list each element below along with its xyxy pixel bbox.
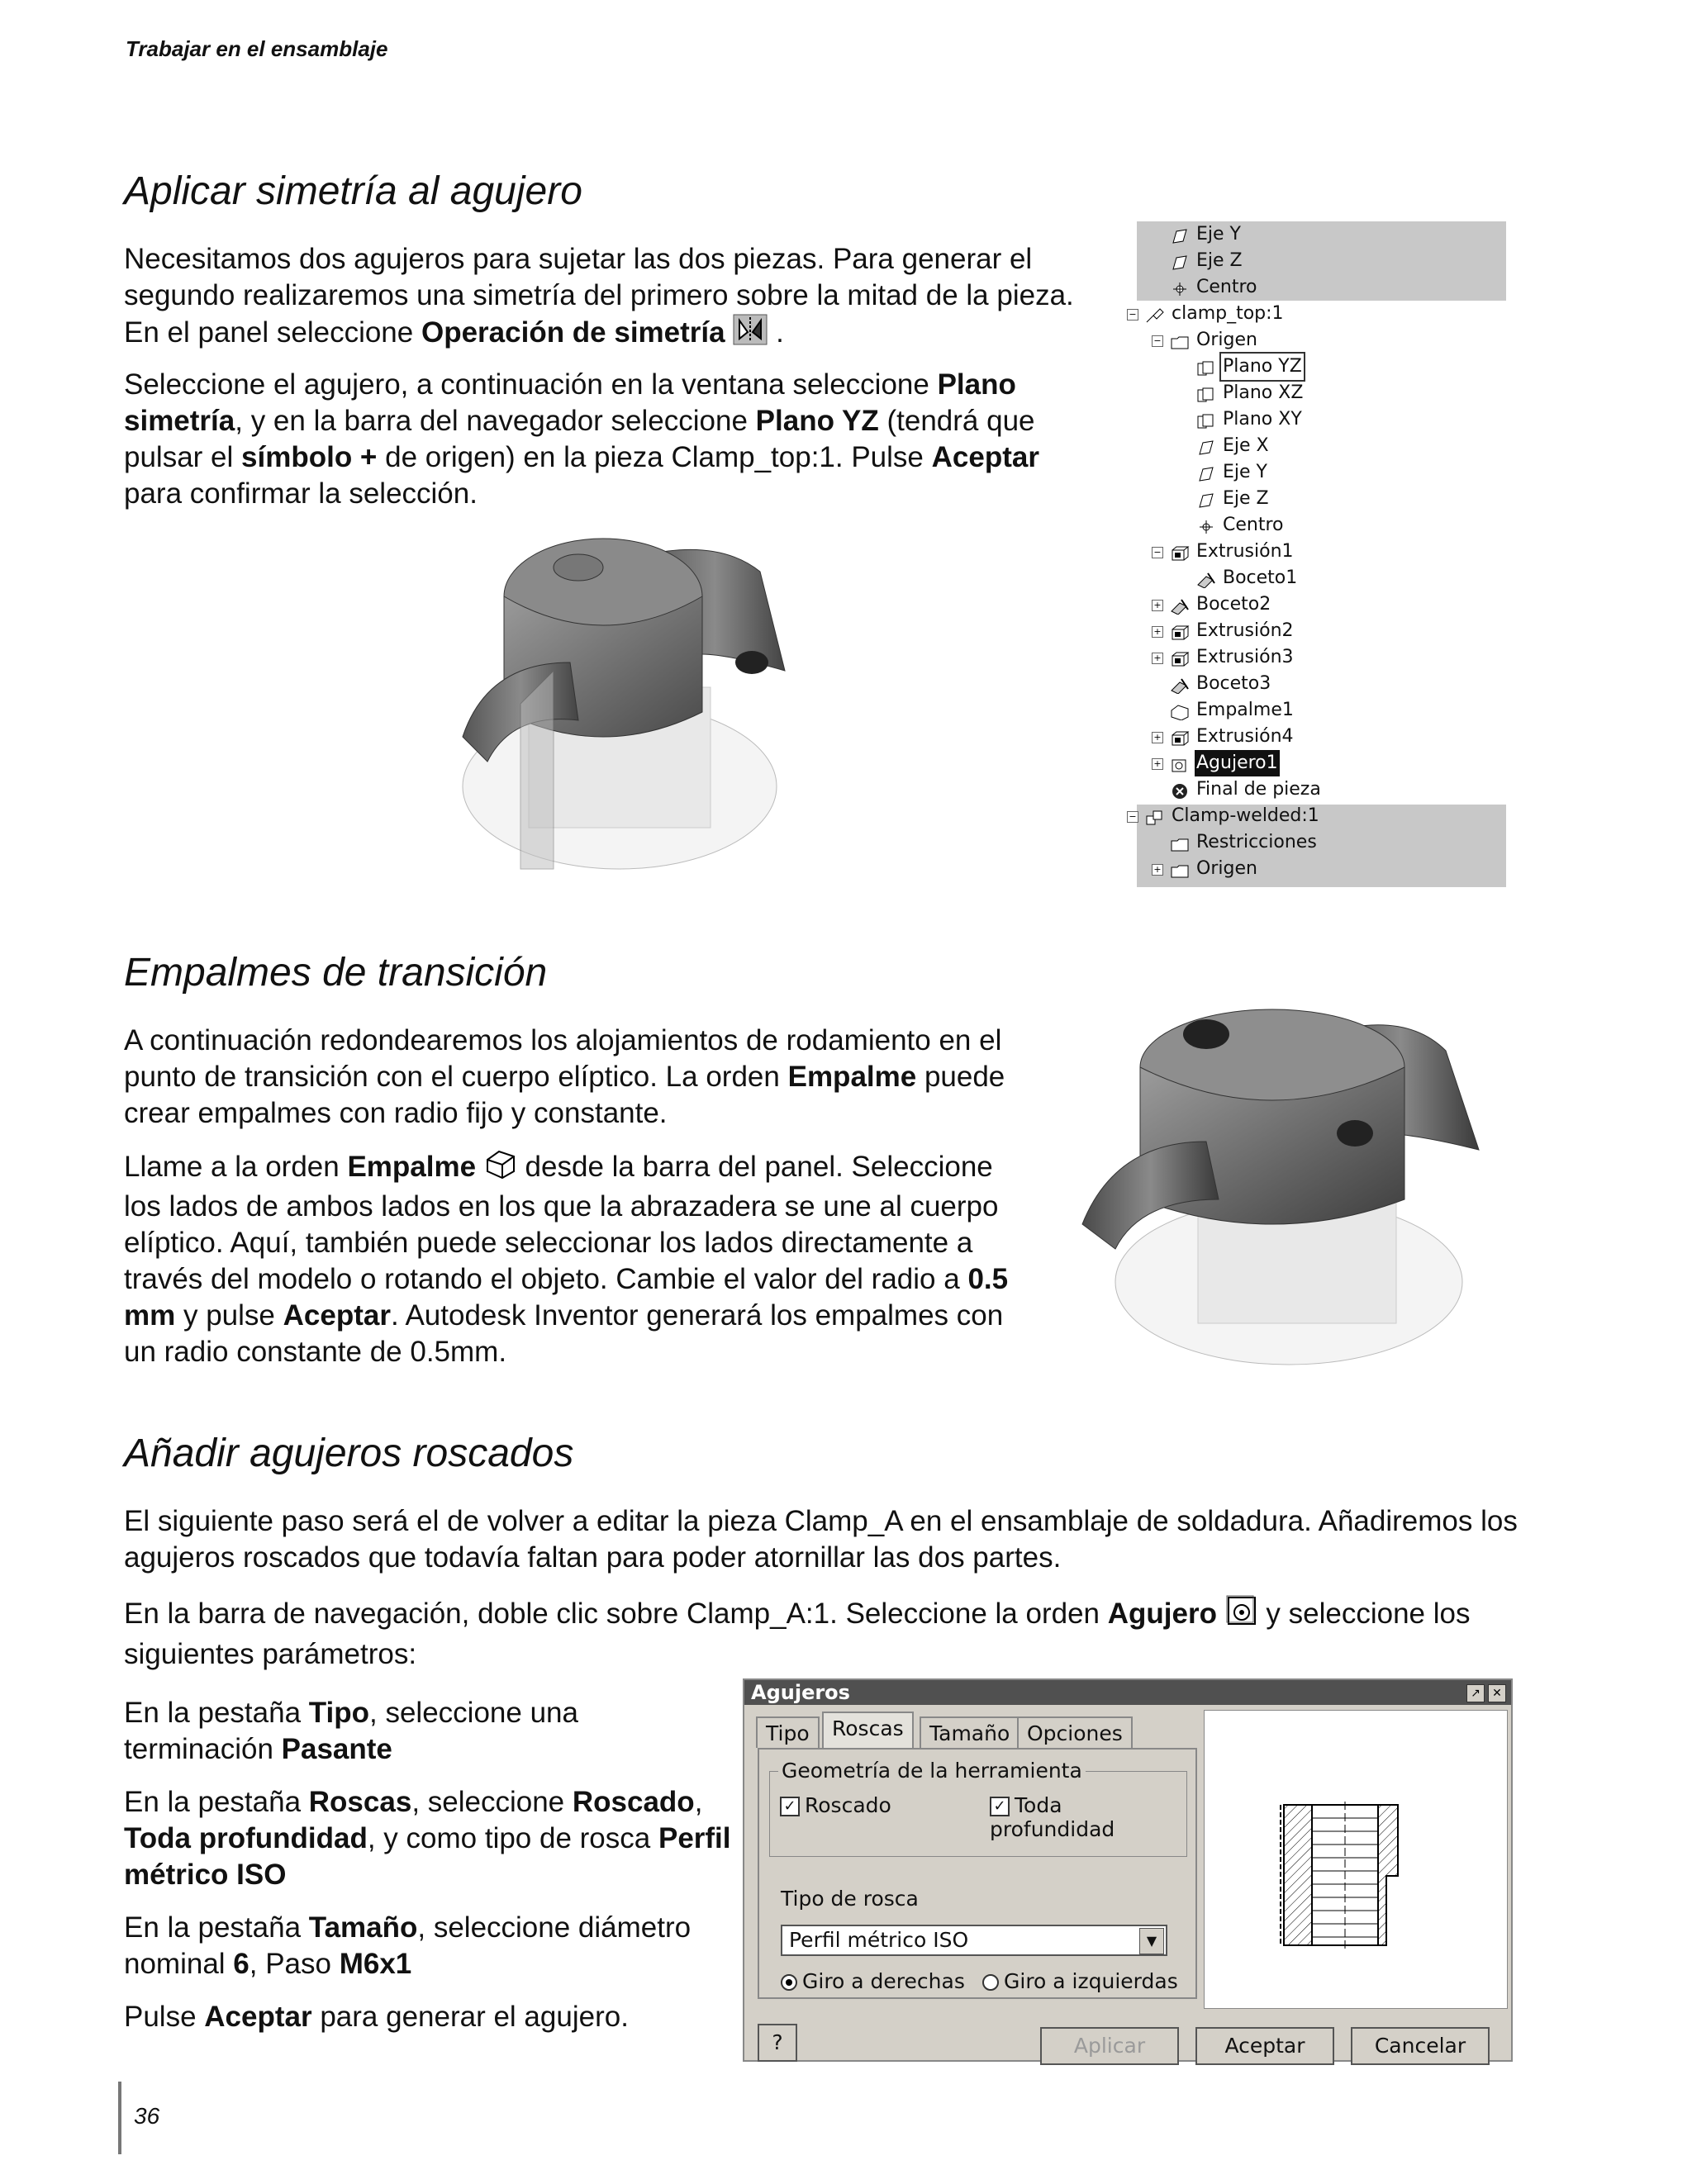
expand-icon[interactable]: +: [1152, 732, 1163, 743]
help-button[interactable]: [758, 2024, 797, 2062]
plane-icon: [1196, 411, 1216, 428]
section3-paragraph-tipo: En la pestaña Tipo, seleccione una terminación Pasante: [124, 1697, 578, 1765]
thread-type-label: Tipo de rosca: [781, 1887, 919, 1911]
tab-tamano[interactable]: Tamaño: [920, 1716, 1019, 1748]
axis-icon: [1196, 464, 1216, 481]
collapse-icon[interactable]: −: [1152, 547, 1163, 558]
extrusion-icon: [1170, 729, 1190, 745]
tree-node-label: Final de pieza: [1196, 779, 1321, 800]
tree-node[interactable]: [1196, 406, 1304, 433]
holes-dialog: [743, 1678, 1513, 2062]
apply-button[interactable]: Aplicar: [1040, 2027, 1179, 2065]
collapse-icon[interactable]: −: [1127, 309, 1138, 320]
fillet-command-icon: [484, 1148, 517, 1189]
full-depth-checkbox[interactable]: ✓: [990, 1797, 1010, 1816]
clamp-model-mirror-image: [454, 522, 818, 885]
tree-node[interactable]: [1170, 618, 1295, 644]
extrusion-icon: [1170, 649, 1190, 666]
expand-icon[interactable]: +: [1152, 600, 1163, 611]
sketch-icon: [1170, 676, 1190, 692]
threaded-checkbox-row[interactable]: [780, 1793, 891, 1817]
fillet-icon: [1170, 702, 1190, 719]
folder-icon: [1170, 861, 1190, 877]
tree-node[interactable]: [1170, 829, 1319, 856]
tree-node-label: Extrusión4: [1196, 726, 1294, 747]
expand-icon[interactable]: +: [1152, 758, 1163, 770]
section3-paragraph-tamano: En la pestaña Tamaño, seleccione diámetro nominal 6, Paso M6x1: [124, 1911, 692, 1980]
tree-node[interactable]: [1196, 512, 1286, 539]
tree-node-label: Clamp-welded:1: [1172, 805, 1319, 826]
part-icon: [1145, 306, 1165, 322]
tree-node[interactable]: [1170, 248, 1244, 274]
expand-icon[interactable]: +: [1152, 864, 1163, 876]
tree-node[interactable]: [1170, 539, 1295, 565]
tree-node[interactable]: [1196, 433, 1271, 459]
tree-node-label: Eje Z: [1223, 488, 1269, 509]
plane-icon: [1196, 385, 1216, 401]
tree-node[interactable]: [1170, 776, 1323, 803]
tab-opciones[interactable]: Opciones: [1017, 1716, 1133, 1748]
tree-node[interactable]: [1170, 644, 1295, 671]
plane-icon: [1196, 358, 1216, 375]
tree-node-label: Boceto3: [1196, 673, 1271, 694]
folder-icon: [1170, 332, 1190, 349]
collapse-icon[interactable]: −: [1127, 811, 1138, 823]
section1-paragraph-1: Necesitamos dos agujeros para sujetar las dos piezas. Para generar el segundo realizaremos una simetría del primero sobre la mitad de la pieza. En el panel seleccione Operación de simetría .: [124, 241, 1091, 354]
tool-geometry-group: [769, 1759, 1187, 1857]
tree-node-label: Centro: [1196, 277, 1257, 297]
tree-node-label: Extrusión2: [1196, 620, 1294, 641]
thread-preview: [1204, 1710, 1508, 2009]
tree-node[interactable]: [1196, 565, 1299, 591]
tree-node[interactable]: [1170, 724, 1295, 750]
chevron-down-icon[interactable]: ▼: [1139, 1928, 1164, 1954]
thread-preview-drawing: [1205, 1711, 1507, 2008]
axis-icon: [1170, 226, 1190, 243]
tree-node[interactable]: [1196, 354, 1304, 380]
section1-paragraph-2: Seleccione el agujero, a continuación en la ventana seleccione Plano simetría, y en la barra del navegador seleccione Plano YZ (tendrá que pulsar el símbolo + de origen) en la pieza Clamp_top:1. Pulse Aceptar para confirmar la selección.: [124, 368, 1039, 510]
roscas-panel: [758, 1748, 1197, 1999]
tree-node-label: Plano YZ: [1221, 354, 1304, 380]
tree-node-label: Restricciones: [1196, 832, 1317, 852]
tree-node-label: Boceto2: [1196, 594, 1271, 615]
sketch-icon: [1170, 596, 1190, 613]
section2-paragraph-2: Llame a la orden Empalme desde la barra del panel. Seleccione los lados de ambos lados en los que la abrazadera se une al cuerpo elíptico. Aquí, también puede seleccionar los lados directamente a través del modelo o rotando el objeto. Cambie el valor del radio a 0.5 mm y pulse Aceptar. Autodesk Inventor generará los empalmes con un radio constante de 0.5mm.: [124, 1148, 1016, 1370]
axis-icon: [1196, 438, 1216, 454]
extrusion-icon: [1170, 544, 1190, 560]
dialog-close-icon[interactable]: ✕: [1488, 1684, 1506, 1702]
tree-node-label: Eje Z: [1196, 250, 1243, 271]
full-depth-checkbox-row[interactable]: [990, 1793, 1186, 1841]
sketch-icon: [1196, 570, 1216, 586]
hole-command-icon: [1225, 1594, 1258, 1636]
left-hand-radio[interactable]: [982, 1974, 999, 1991]
tree-node[interactable]: [1170, 697, 1295, 724]
hole-icon: [1170, 755, 1190, 772]
right-hand-label: Giro a derechas: [802, 1969, 965, 1993]
running-header: Trabajar en el ensamblaje: [126, 36, 388, 61]
axis-icon: [1170, 253, 1190, 269]
tree-node[interactable]: [1170, 591, 1272, 618]
tree-node-label: Origen: [1196, 330, 1257, 350]
tree-node-label: Boceto1: [1223, 567, 1298, 588]
tree-node-label: Extrusión1: [1196, 541, 1294, 562]
cancel-button[interactable]: Cancelar: [1351, 2027, 1490, 2065]
dialog-expand-icon[interactable]: ↗: [1466, 1684, 1485, 1702]
help-icon: ?: [772, 2030, 783, 2054]
tool-geometry-title: Geometría de la herramienta: [778, 1759, 1086, 1783]
tree-node[interactable]: [1170, 274, 1259, 301]
tree-node[interactable]: [1170, 327, 1259, 354]
section3-paragraph-1: El siguiente paso será el de volver a editar la pieza Clamp_A en el ensamblaje de soldadura. Añadiremos los agujeros roscados que todavía faltan para poder atornillar las dos partes.: [124, 1505, 1518, 1574]
tree-node-label: Centro: [1223, 515, 1284, 535]
collapse-icon[interactable]: −: [1152, 335, 1163, 347]
folder-icon: [1170, 834, 1190, 851]
tree-node-label: Plano XY: [1223, 409, 1302, 430]
axis-icon: [1196, 491, 1216, 507]
tree-node-label: Agujero1: [1195, 750, 1280, 776]
thread-type-value: Perfil métrico ISO: [789, 1928, 969, 1952]
expand-icon[interactable]: +: [1152, 626, 1163, 638]
tree-node-label: Origen: [1196, 858, 1257, 879]
ok-button[interactable]: Aceptar: [1195, 2027, 1334, 2065]
tree-node-label: Eje Y: [1196, 224, 1241, 245]
tab-roscas[interactable]: Roscas: [822, 1712, 914, 1750]
tree-node[interactable]: [1196, 380, 1305, 406]
point-icon: [1170, 279, 1190, 296]
left-hand-radio-row[interactable]: [982, 1969, 1178, 1993]
tree-node[interactable]: [1170, 856, 1259, 882]
dialog-title-bar: [744, 1680, 1511, 1705]
section-title-threaded-holes: Añadir agujeros roscados: [124, 1431, 574, 1475]
section2-paragraph-1: A continuación redondearemos los alojamientos de rodamiento en el punto de transición con el cuerpo elíptico. La orden Empalme puede crear empalmes con radio fijo y constante.: [124, 1024, 1005, 1129]
tree-node[interactable]: [1145, 301, 1286, 327]
tree-node-label: Eje X: [1223, 435, 1269, 456]
dialog-title: Agujeros: [751, 1681, 850, 1704]
section-title-mirror: Aplicar simetría al agujero: [124, 169, 582, 213]
right-hand-radio[interactable]: [781, 1974, 797, 1991]
tree-node-label: Eje Y: [1223, 462, 1267, 482]
tree-node-label: Plano XZ: [1223, 382, 1304, 403]
tree-node[interactable]: [1196, 459, 1269, 486]
section3-paragraph-roscas: En la pestaña Roscas, seleccione Roscado, Toda profundidad, y como tipo de rosca Perfil métrico ISO: [124, 1786, 731, 1891]
section3-paragraph-aceptar: Pulse Aceptar para generar el agujero.: [124, 2001, 629, 2033]
section-title-fillet: Empalmes de transición: [124, 951, 548, 995]
tree-node-label: clamp_top:1: [1172, 303, 1284, 324]
threaded-label: Roscado: [805, 1793, 891, 1817]
end-of-part-icon: [1170, 781, 1190, 798]
thread-type-select[interactable]: [781, 1925, 1167, 1956]
page-margin-bar: [118, 2082, 121, 2154]
clamp-model-fillet-image: [1074, 1001, 1504, 1378]
tree-node[interactable]: [1170, 750, 1280, 776]
tree-node-label: Extrusión3: [1196, 647, 1294, 667]
right-hand-radio-row[interactable]: [781, 1969, 965, 1993]
assembly-icon: [1145, 808, 1165, 824]
tree-node[interactable]: [1145, 803, 1321, 829]
tree-node[interactable]: [1170, 221, 1243, 248]
tab-tipo[interactable]: Tipo: [756, 1716, 820, 1748]
tree-node[interactable]: [1170, 671, 1272, 697]
extrusion-icon: [1170, 623, 1190, 639]
threaded-checkbox[interactable]: ✓: [780, 1797, 800, 1816]
page-number: 36: [134, 2103, 160, 2129]
section3-paragraph-2: En la barra de navegación, doble clic sobre Clamp_A:1. Seleccione la orden Agujero y seleccione los siguientes parámetros:: [124, 1594, 1545, 1673]
tree-node-label: Empalme1: [1196, 700, 1294, 720]
tree-node[interactable]: [1196, 486, 1271, 512]
full-depth-label: Toda profundidad: [990, 1793, 1115, 1841]
point-icon: [1196, 517, 1216, 534]
expand-icon[interactable]: +: [1152, 653, 1163, 664]
mirror-feature-icon: [733, 314, 768, 354]
left-hand-label: Giro a izquierdas: [1004, 1969, 1178, 1993]
browser-tree: [1129, 221, 1506, 887]
